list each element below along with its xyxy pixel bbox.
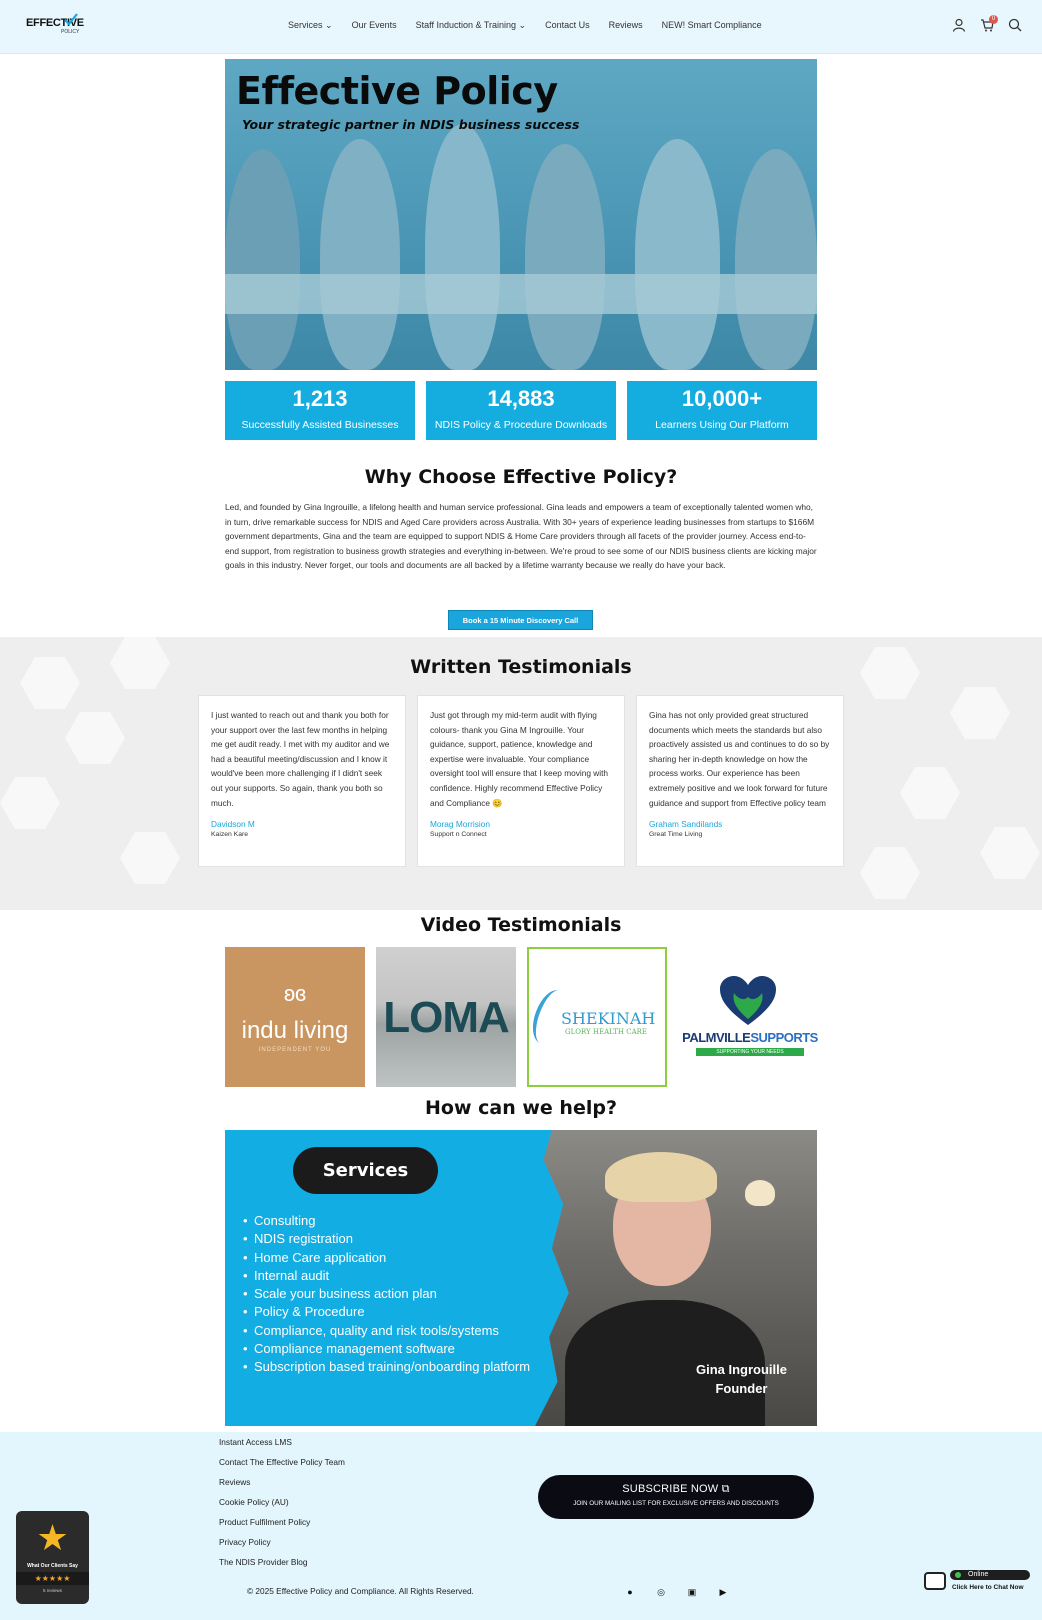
palmville-tagline: SUPPORTING YOUR NEEDS [696, 1048, 804, 1056]
why-heading: Why Choose Effective Policy? [364, 466, 678, 488]
written-testimonials-heading: Written Testimonials [410, 656, 632, 678]
social-links [624, 1586, 729, 1598]
testimonial-text: Gina has not only provided great structured documents which meets the standards but also proactively assisted us and continues to do so by sharing her in-depth knowledge on how the process works. Our experience has been extremely positive and we look forward for future guidance and support from Effective policy team [649, 710, 830, 808]
nav-item-contact[interactable]: Contact Us [545, 20, 590, 30]
palmville-logo-text: PALMVILLESUPPORTS [682, 1030, 818, 1045]
chevron-down-icon: ⌄ [518, 20, 527, 30]
stat-value: 1,213 [292, 386, 348, 411]
logo-subtext: POLICY [61, 29, 80, 35]
service-item: • Policy & Procedure [243, 1303, 533, 1321]
reviews-widget-count: 5 reviews [42, 1588, 62, 1593]
footer-link[interactable]: Contact The Effective Policy Team [219, 1457, 345, 1467]
founder-role: Founder [715, 1381, 768, 1396]
indu-logo-text: indu living [241, 1017, 349, 1044]
hex-pattern [860, 847, 920, 899]
service-item: • Compliance management software [243, 1340, 533, 1358]
testimonial-author: Morag Morrision [430, 819, 490, 830]
hero-person [635, 139, 720, 370]
services-banner [225, 1130, 817, 1426]
reviews-widget[interactable] [16, 1511, 89, 1604]
hex-pattern [950, 687, 1010, 739]
hex-pattern [65, 712, 125, 764]
service-item: • Subscription based training/onboarding platform [243, 1358, 533, 1376]
testimonial-text: Just got through my mid-term audit with flying colours- thank you Gina M Ingrouille. Your guidance, support, patience, knowledge and expertise were invaluable. Your compliance oversight tool will ensure that I keep moving with confidence. Highly recommend Effective Policy and Compliance 😊 [430, 710, 609, 808]
stat-value: 14,883 [487, 386, 555, 411]
instagram-icon[interactable]: ◎ [657, 1587, 665, 1597]
video-thumb-shekinah[interactable] [527, 947, 667, 1087]
why-body-text: Led, and founded by Gina Ingrouille, a lifelong health and human service professional. Gina leads and empowers a team of exceptionally talented women who, in turn, drive remarkable success for NDIS and Aged Care providers across Australia. With 30+ years of experience leading businesses from startups to $166M government departments, Gina and the team are equipped to support NDIS & Home Care providers through all facets of the provider journey. Access end-to-end support, from registration to business growth strategies and everything in-between. We're proud to see some of our NDIS business clients are kicking major goals in this industry. Never forget, our tools and documents are all backed by a lifetime warranty because we really do have your back. [225, 502, 817, 571]
footer-link[interactable]: Privacy Policy [219, 1537, 271, 1547]
founder-hair [605, 1152, 717, 1202]
footer-link[interactable]: Product Fulfilment Policy [219, 1517, 311, 1527]
site-footer [0, 1432, 1042, 1620]
facebook-icon[interactable]: ● [627, 1587, 633, 1597]
testimonial-company: Great Time Living [649, 831, 703, 839]
shekinah-logo-text: SHEKINAH [561, 1009, 656, 1028]
chevron-down-icon: ⌄ [325, 20, 333, 30]
hex-pattern [0, 777, 60, 829]
nav-item-reviews[interactable]: Reviews [608, 20, 643, 30]
testimonial-card [198, 695, 406, 867]
hero-person [320, 139, 400, 370]
service-item: • Home Care application [243, 1249, 533, 1267]
copyright: © 2025 Effective Policy and Compliance. All Rights Reserved. [247, 1586, 474, 1596]
footer-link[interactable]: Instant Access LMS [219, 1437, 292, 1447]
hero-person [735, 149, 817, 370]
reviews-widget-title: What Our Clients Say [27, 1563, 78, 1569]
service-item: • Compliance, quality and risk tools/systems [243, 1322, 533, 1340]
hero-person [425, 124, 500, 370]
testimonial-author: Davidson M [211, 819, 255, 830]
stat-label: Successfully Assisted Businesses [241, 419, 399, 431]
founder-name: Gina Ingrouille [695, 1362, 787, 1377]
footer-links [219, 1432, 345, 1572]
logo-check-icon [64, 13, 78, 25]
stat-card [627, 381, 817, 440]
search-icon[interactable] [1008, 18, 1022, 32]
discovery-call-button[interactable]: Book a 15 Minute Discovery Call [448, 610, 593, 630]
hero-subtitle: Your strategic partner in NDIS business success [242, 117, 580, 132]
video-thumb-palmville[interactable] [678, 947, 818, 1087]
hex-pattern [900, 767, 960, 819]
stats-row [225, 381, 817, 440]
stat-value: 10,000+ [681, 386, 763, 411]
hero-banner [225, 59, 817, 370]
testimonial-card [636, 695, 844, 867]
testimonial-author: Graham Sandilands [649, 819, 723, 830]
site-header [0, 0, 1042, 54]
pendant-lamp [745, 1180, 775, 1206]
user-icon[interactable] [952, 18, 966, 32]
nav-item-our-events[interactable]: Our Events [351, 20, 397, 30]
subscribe-button[interactable] [538, 1475, 814, 1519]
service-item: • Consulting [243, 1212, 533, 1230]
testimonial-company: Support n Connect [430, 831, 487, 839]
hero-person [225, 149, 300, 370]
video-testimonials-heading: Video Testimonials [420, 914, 622, 936]
nav-item-smart-compliance[interactable]: NEW! Smart Compliance [661, 20, 762, 30]
nav-item-services[interactable]: Services ⌄ [288, 20, 333, 30]
stat-card [225, 381, 415, 440]
video-logos [225, 947, 818, 1087]
shekinah-logo-tagline: GLORY HEALTH CARE [565, 1028, 648, 1036]
footer-link[interactable]: Reviews [219, 1477, 251, 1487]
help-heading: How can we help? [425, 1097, 617, 1119]
chat-label: Click Here to Chat Now [952, 1584, 1024, 1591]
video-thumb-indu-living[interactable] [225, 947, 365, 1087]
loma-logo-text: LOMA [383, 993, 509, 1042]
services-list [243, 1212, 533, 1377]
hero-table [225, 274, 817, 314]
logo-text: EFFECTIVE [26, 17, 84, 29]
testimonial-text: I just wanted to reach out and thank you both for your support over the last few months in helping me get audit ready. I met with my auditor and we had a beautiful meeting/discussion and I know it would've been more challenging if I didn't seek out your supports. So again, thank you both so much. [211, 710, 390, 808]
founder-caption [696, 1360, 787, 1398]
reviews-widget-stars: ★★★★★ [16, 1572, 89, 1585]
youtube-icon[interactable]: ▶ [719, 1587, 727, 1597]
stat-label: Learners Using Our Platform [655, 419, 789, 431]
header-icons [952, 18, 1022, 32]
stat-label: NDIS Policy & Procedure Downloads [434, 419, 608, 431]
hero-title: Effective Policy [236, 69, 558, 113]
chat-status: Online [950, 1570, 1030, 1580]
star-icon: ★ [36, 1517, 69, 1558]
hex-pattern [980, 827, 1040, 879]
external-link-icon: ⧉ [721, 1483, 730, 1495]
hex-pattern [120, 832, 180, 884]
service-item: • Scale your business action plan [243, 1285, 533, 1303]
service-item: • Internal audit [243, 1267, 533, 1285]
testimonial-card [417, 695, 625, 867]
nav-item-staff-induction[interactable]: Staff Induction & Training ⌄ [415, 20, 527, 30]
subscribe-subtitle: JOIN OUR MAILING LIST FOR EXCLUSIVE OFFERS AND DISCOUNTS [573, 1500, 779, 1507]
subscribe-title: SUBSCRIBE NOW ⧉ [622, 1483, 730, 1495]
cart-count-badge: 0 [989, 15, 998, 24]
hero-person [525, 144, 605, 370]
stat-card [426, 381, 616, 440]
palmville-heart-icon [718, 975, 778, 1027]
main-nav [288, 20, 762, 31]
footer-link[interactable]: Cookie Policy (AU) [219, 1497, 289, 1507]
chat-widget[interactable] [922, 1570, 1034, 1608]
footer-link[interactable]: The NDIS Provider Blog [219, 1557, 308, 1567]
logo[interactable] [26, 17, 86, 39]
testimonial-company: Kaizen Kare [211, 831, 249, 839]
video-thumb-loma[interactable] [376, 947, 516, 1087]
indu-logo-icon: ʚɞ [283, 981, 307, 1006]
indu-logo-tagline: INDEPENDENT YOU [258, 1047, 332, 1053]
chat-bubble-icon [924, 1572, 946, 1590]
service-item: • NDIS registration [243, 1230, 533, 1248]
testimonial-cards [198, 695, 844, 867]
linkedin-icon[interactable]: ▣ [687, 1587, 697, 1597]
services-pill: Services [293, 1147, 438, 1194]
